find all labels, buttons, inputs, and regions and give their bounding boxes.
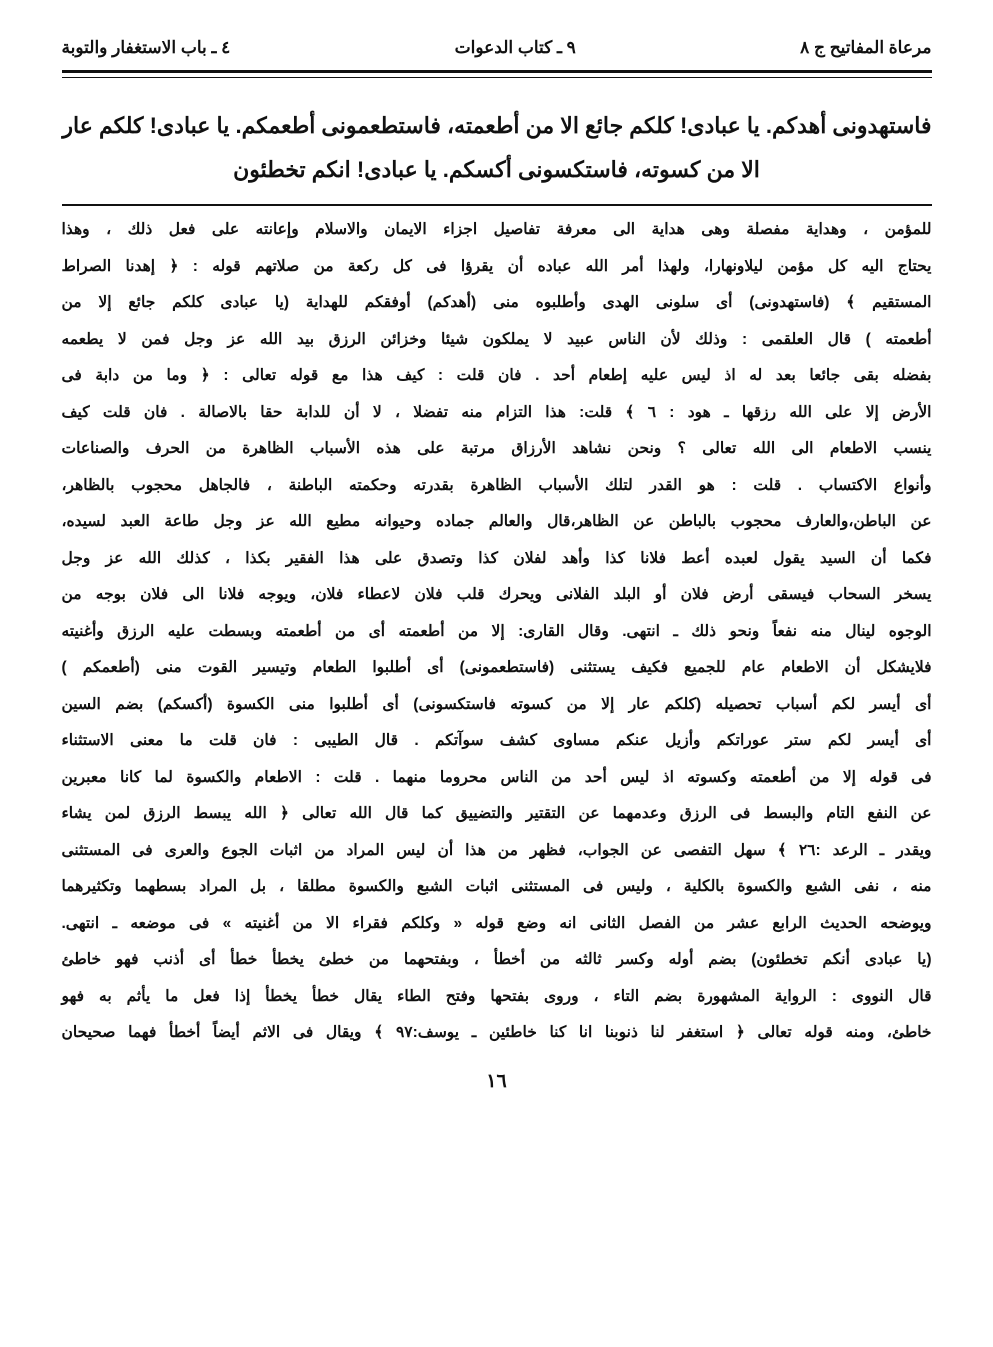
book-page xyxy=(62,0,932,1093)
commentary-line: قال النووى : الرواية المشهورة بضم التاء ، وروى بفتحها وفتح الطاء يقال خطأ يخطأ إذا فعل ما يأثم به فهو xyxy=(61,987,932,1005)
commentary-line: خاطئ، ومنه قوله تعالى ﴿ استغفر لنا ذنوبنا انا كنا خاطئين ـ يوسف:٩٧ ﴾ ويقال فى الاثم أيضاً أخطأ فهما صحيحان xyxy=(61,1024,932,1041)
commentary-text xyxy=(62,212,932,1052)
commentary-line: عن النفع التام والبسط فى الرزق وعدمهما عن التقتير والتضييق كما قال الله تعالى ﴿ الله يبسط الرزق لمن يشاء xyxy=(61,805,932,822)
header-book-volume: مرعاة المفاتيح ج ٨ xyxy=(800,38,932,57)
commentary-line: الوجوه لينال منه نفعاً ونحو ذلك ـ انتهى. وقال القارى: إلا من أطعمته أى من أطعمته وبسطت عليه الرزق وأغنيته xyxy=(61,622,932,640)
header-chapter: ٤ ـ باب الاستغفار والتوبة xyxy=(61,38,231,57)
section-divider xyxy=(62,204,932,206)
commentary-line: المستقيم ﴾ (فاستهدونى) أى سلونى الهدى وأطلبوه منى (أهدكم) أوفقكم للهداية (يا عبادى كلكم جائع إلا من xyxy=(61,294,932,311)
commentary-line: منه ، نفى الشبع والكسوة بالكلية ، وليس فى المستثنى اثبات الشبع والكسوة مطلقا ، بل المراد بسطهما وتكثيرهما xyxy=(61,878,932,895)
header-rule-thick xyxy=(62,70,932,73)
commentary-line: عن الباطن،والعارف محجوب بالباطن عن الظاهر،قال والعالم جماده وحيوانه مطيع الله عز وجل طاعة العبد لسيده، xyxy=(61,513,932,530)
commentary-line: الأرض إلا على الله رزقها ـ هود : ٦ ﴾ قلت: هذا التزام منه تفضلا ، لا أن للدابة حقا بالاصالة . فان قلت كيف xyxy=(61,403,932,421)
hadith-line: الا من كسوته، فاستكسونى أكسكم. يا عبادى! انكم تخطئون xyxy=(233,157,760,182)
commentary-line: (يا عبادى أنكم تخطئون) بضم أوله وكسر ثالثه من أخطأ ، وبفتحهما من خطئ يخطأ خطأ أى أذنب فهو خاطئ xyxy=(61,951,932,968)
page-header xyxy=(62,30,932,66)
commentary-line: يحتاج اليه كل مؤمن ليلاونهارا، ولهذا أمر الله عباده أن يقرؤا فى كل ركعة من صلاتهم قوله : ﴿ إهدنا الصراط xyxy=(61,257,932,275)
hadith-line: فاستهدونى أهدكم. يا عبادى! كلكم جائع الا من أطعمته، فاستطعمونى أطعمكم. يا عبادى! كلكم عار xyxy=(62,113,932,138)
header-book-section: ٩ ـ كتاب الدعوات xyxy=(454,38,576,57)
commentary-line: فلايشكل أن الاطعام عام للجميع فكيف يستثنى (فاستطعمونى) أى أطلبوا الطعام وتيسير القوت منى (أطعمكم ) xyxy=(61,659,932,676)
commentary-line: أى أيسر لكم أسباب تحصيله (كلكم عار إلا من كسوته فاستكسونى) أى أطلبوا منى الكسوة (أكسكم) بضم السين xyxy=(61,695,932,713)
commentary-line: ينسب الاطعام الى الله تعالى ؟ ونحن نشاهد الأرزاق مرتبة على هذه الأسباب الظاهرة من الحرف والصناعات xyxy=(61,440,932,457)
hadith-text xyxy=(62,104,932,192)
commentary-line: وأنواع الاكتساب . قلت : هو القدر لتلك الأسباب الظاهرة بقدرته وحكمته الباطنة ، فالجاهل محجوب بالظاهر، xyxy=(61,476,932,494)
page-number: ١٦ xyxy=(486,1070,507,1092)
commentary-line: بفضله بقى جائعا بعد له اذ ليس عليه إطعام أحد . فان قلت : كيف هذا مع قوله تعالى : ﴿ وما من دابة فى xyxy=(61,367,932,384)
commentary-line: يسخر السحاب فيسقى أرض فلان أو البلد الفلانى ويحرك قلب فلان لاعطاء فلان، ويوجه فلانا الى فلان بوجه من xyxy=(61,586,932,603)
header-rule-thin xyxy=(62,77,932,78)
commentary-line: للمؤمن ، وهداية مفصلة وهى هداية الى معرفة تفاصيل اجزاء الايمان والاسلام وإعانته على فعل ذلك ، وهذا xyxy=(61,221,932,238)
commentary-line: فكما أن السيد يقول لعبده أعط فلانا كذا وأهد لفلان كذا وتصدق على هذا الفقير بكذا ، كذلك الله عز وجل xyxy=(61,549,932,567)
commentary-line: ويقدر ـ الرعد :٢٦ ﴾ سهل التفصى عن الجواب، فظهر من هذا أن ليس المراد من اثبات الجوع والعرى فى المستثنى xyxy=(61,841,932,859)
commentary-line: أى أيسر لكم ستر عوراتكم وأزيل عنكم مساوى كشف سوآتكم . قال الطيبى : فان قلت ما معنى الاستثناء xyxy=(61,732,932,749)
commentary-line: فى قوله إلا من أطعمته وكسوته اذ ليس أحد من الناس محروما منهما . قلت : الاطعام والكسوة لما كانا معبرين xyxy=(61,768,932,786)
commentary-line: أطعمته ) قال العلقمى : وذلك لأن الناس عبيد لا يملكون شيئا وخزائن الرزق بيد الله عز وجل فمن لا يطعمه xyxy=(61,330,932,348)
commentary-line: ويوضحه الحديث الرابع عشر من الفصل الثانى انه وضع قوله « وكلكم فقراء الا من أغنيته » فى موضعه ـ انتهى. xyxy=(61,914,932,932)
